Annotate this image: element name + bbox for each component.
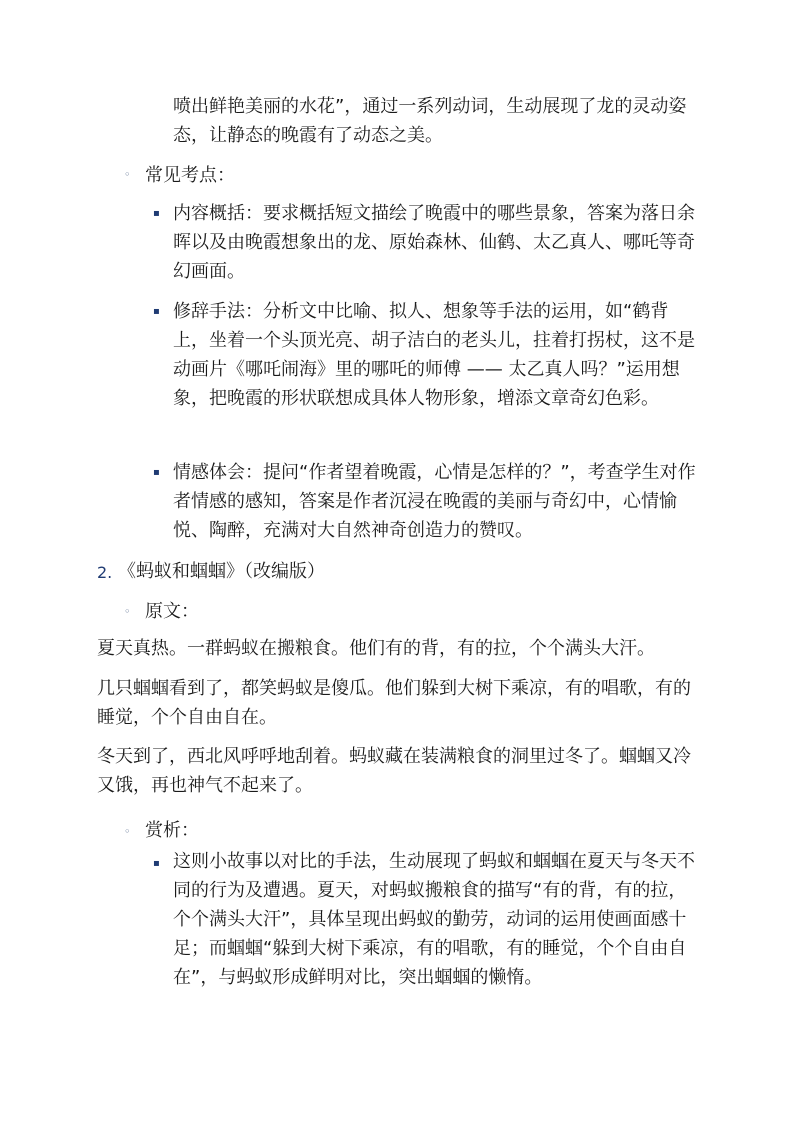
square-bullet-icon: ▪	[153, 306, 160, 317]
original-paragraph: 夏天真热。一群蚂蚁在搬粮食。他们有的背，有的拉，个个满头大汗。	[97, 638, 655, 659]
original-paragraph: 几只蝈蝈看到了，都笑蚂蚁是傻瓜。他们躲到大树下乘凉，有的唱歌，有的睡觉，个个自由自在。	[97, 678, 691, 728]
analysis-paragraph: 这则小故事以对比的手法，生动展现了蚂蚁和蝈蝈在夏天与冬天不同的行为及遭遇。夏天，对蚂蚁搬粮食的描写“有的背，有的拉，个个满头大汗”，具体呈现出蚂蚁的勤劳，动词的运用使画面感十足；而蝈蝈“躲到大树下乘凉，有的唱歌，有的睡觉，个个自由自在”，与蚂蚁形成鲜明对比，突出蝈蝈的懒惰。	[173, 851, 695, 988]
hollow-bullet-icon: ◦	[124, 605, 131, 618]
analysis-label: 赏析：	[145, 820, 199, 841]
square-bullet-icon: ▪	[153, 858, 160, 869]
list-number: 2.	[97, 563, 113, 582]
exam-points-label: 常见考点：	[145, 165, 235, 186]
original-label: 原文：	[145, 601, 199, 622]
square-bullet-icon: ▪	[153, 467, 160, 478]
exam-point-content: 内容概括：要求概括短文描绘了晚霞中的哪些景象，答案为落日余晖以及由晚霞想象出的龙、原始森林、仙鹤、太乙真人、哪吒等奇幻画面。	[173, 203, 695, 282]
section-title: 《蚂蚁和蝈蝈》（改编版）	[118, 561, 325, 582]
exam-point-rhetoric: 修辞手法：分析文中比喻、拟人、想象等手法的运用，如“鹤背上，坐着一个头顶光亮、胡子洁白的老头儿，拄着打拐杖，这不是动画片《哪吒闹海》里的哪吒的师傅 —— 太乙真人吗？”运用想象，把晚霞的形状联想成具体人物形象，增添文章奇幻色彩。	[173, 301, 695, 409]
square-bullet-icon: ▪	[153, 208, 160, 219]
exam-point-emotion: 情感体会：提问“作者望着晚霞，心情是怎样的？”，考查学生对作者情感的感知，答案是作者沉浸在晚霞的美丽与奇幻中，心情愉悦、陶醉，充满对大自然神奇创造力的赞叹。	[173, 462, 696, 541]
continuation-paragraph: 喷出鲜艳美丽的水花”，通过一系列动词，生动展现了龙的灵动姿态，让静态的晚霞有了动态之美。	[173, 96, 687, 146]
hollow-bullet-icon: ◦	[124, 168, 131, 181]
original-paragraph: 冬天到了，西北风呼呼地刮着。蚂蚁藏在装满粮食的洞里过冬了。蝈蝈又冷又饿，再也神气不起来了。	[97, 746, 691, 796]
hollow-bullet-icon: ◦	[124, 825, 131, 838]
